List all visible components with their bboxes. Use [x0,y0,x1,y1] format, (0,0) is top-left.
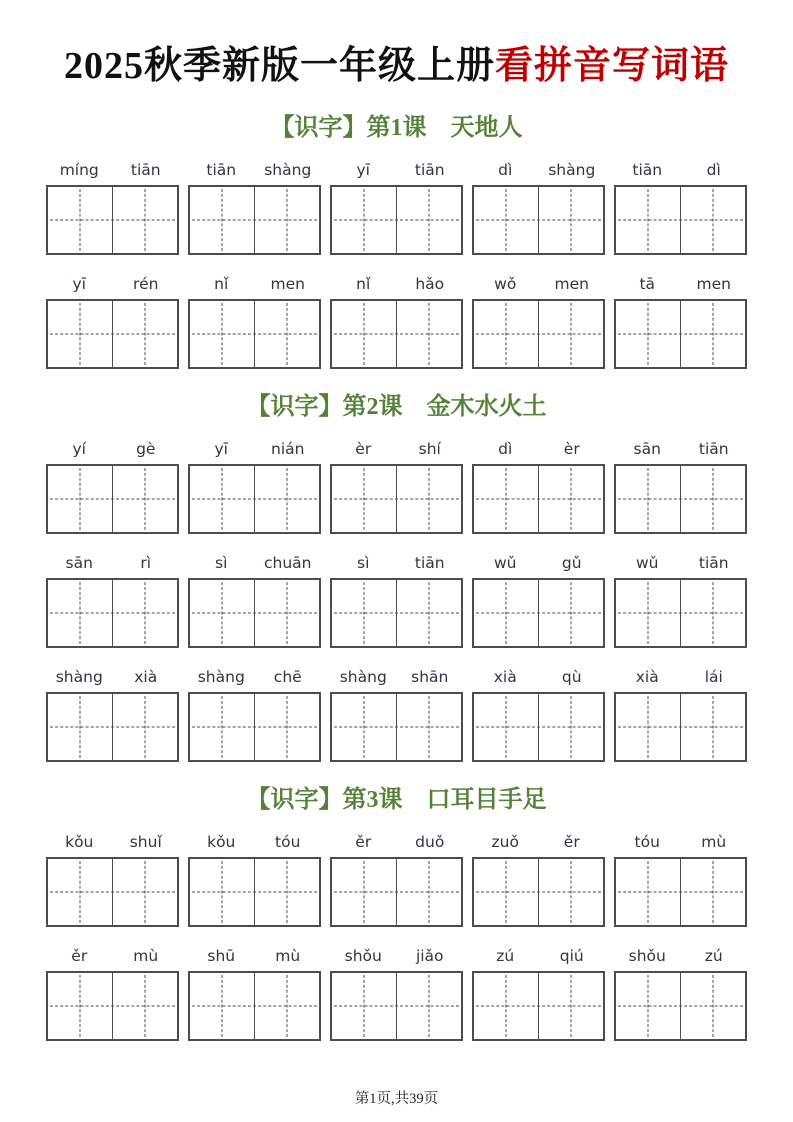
pinyin-syllable: yī [214,440,228,458]
sections-container [46,95,747,1058]
writing-box [254,859,319,925]
pinyin-syllable: nǐ [356,275,371,293]
pinyin-syllable: shuǐ [129,833,162,851]
writing-box [616,694,680,760]
pinyin-labels [330,272,463,296]
pinyin-syllable: xià [493,668,517,686]
writing-grid [188,578,321,648]
writing-grid [188,692,321,762]
word-pair [472,437,605,534]
writing-box [474,973,538,1039]
writing-box [474,694,538,760]
pinyin-syllable: wǒ [494,275,517,293]
word-row [46,830,747,927]
word-row [46,944,747,1041]
writing-box [474,466,538,532]
writing-box [396,466,461,532]
writing-box [538,466,603,532]
writing-box [616,580,680,646]
word-row [46,551,747,648]
word-pair [46,272,179,369]
writing-box [254,301,319,367]
pinyin-syllable: yī [356,161,370,179]
writing-box [332,973,396,1039]
word-row [46,158,747,255]
pinyin-syllable: shàng [548,161,596,179]
pinyin-syllable: mù [275,947,301,965]
pinyin-syllable: tiān [698,440,729,458]
pinyin-labels [472,551,605,575]
word-pair [188,665,321,762]
word-pair [330,437,463,534]
pinyin-syllable: shàng [197,668,245,686]
pinyin-labels [614,437,747,461]
writing-box [190,301,254,367]
pinyin-labels [46,944,179,968]
writing-box [190,580,254,646]
word-pair [330,272,463,369]
word-pair [614,944,747,1041]
writing-box [190,187,254,253]
pinyin-syllable: wǔ [635,554,659,572]
pinyin-syllable: tā [639,275,656,293]
pinyin-syllable: jiǎo [415,947,444,965]
pinyin-labels [614,158,747,182]
writing-box [48,580,112,646]
writing-box [112,694,177,760]
pinyin-labels [614,944,747,968]
writing-grid [188,971,321,1041]
writing-box [112,301,177,367]
pinyin-syllable: tiān [206,161,237,179]
pinyin-syllable: tóu [634,833,660,851]
pinyin-syllable: shān [411,668,449,686]
word-pair [188,272,321,369]
writing-box [190,694,254,760]
pinyin-labels [46,830,179,854]
writing-box [48,694,112,760]
writing-box [112,859,177,925]
pinyin-syllable: men [554,275,589,293]
word-pair [188,944,321,1041]
word-pair [614,551,747,648]
pinyin-labels [46,665,179,689]
word-pair [614,158,747,255]
writing-box [332,301,396,367]
pinyin-syllable: wǔ [493,554,517,572]
writing-box [474,301,538,367]
writing-box [538,187,603,253]
writing-grid [188,857,321,927]
writing-box [48,466,112,532]
word-row [46,437,747,534]
pinyin-labels [472,665,605,689]
pinyin-syllable: mù [133,947,159,965]
word-pair [46,551,179,648]
lesson-heading: 【识字】第3课 口耳目手足 [246,787,547,813]
writing-box [616,187,680,253]
word-pair [188,551,321,648]
word-pair [472,665,605,762]
pinyin-labels [472,158,605,182]
pinyin-labels [472,830,605,854]
writing-grid [46,578,179,648]
writing-box [538,694,603,760]
pinyin-syllable: dì [498,161,513,179]
writing-grid [472,971,605,1041]
writing-box [538,973,603,1039]
writing-box [254,694,319,760]
pinyin-syllable: chē [273,668,302,686]
pinyin-syllable: nián [271,440,305,458]
writing-box [396,580,461,646]
page-number-footer: 第1页,共39页 [354,1091,439,1107]
pinyin-labels [46,158,179,182]
word-pair [188,830,321,927]
writing-box [48,301,112,367]
writing-box [474,580,538,646]
pinyin-syllable: sān [65,554,93,572]
writing-grid [46,464,179,534]
writing-grid [614,692,747,762]
word-pair [614,665,747,762]
pinyin-syllable: èr [563,440,580,458]
pinyin-syllable: dì [706,161,721,179]
pinyin-labels [188,665,321,689]
writing-box [48,187,112,253]
pinyin-syllable: èr [355,440,372,458]
pinyin-syllable: mù [701,833,727,851]
writing-grid [46,857,179,927]
pinyin-syllable: dì [498,440,513,458]
writing-box [616,466,680,532]
writing-box [190,466,254,532]
writing-grid [614,185,747,255]
word-pair [472,551,605,648]
writing-box [616,973,680,1039]
writing-box [112,187,177,253]
writing-grid [614,464,747,534]
pinyin-labels [614,551,747,575]
writing-box [538,859,603,925]
lesson-heading: 【识字】第1课 天地人 [270,115,523,141]
pinyin-syllable: ěr [563,833,580,851]
writing-box [48,859,112,925]
pinyin-syllable: gǔ [561,554,582,572]
pinyin-labels [46,437,179,461]
writing-grid [330,185,463,255]
writing-grid [614,971,747,1041]
pinyin-labels [614,830,747,854]
pinyin-labels [188,944,321,968]
pinyin-syllable: kǒu [207,833,236,851]
writing-box [332,466,396,532]
pinyin-syllable: rì [140,554,152,572]
pinyin-syllable: men [696,275,731,293]
pinyin-syllable: shǒu [628,947,666,965]
writing-grid [330,299,463,369]
writing-box [190,973,254,1039]
pinyin-labels [46,551,179,575]
writing-box [332,580,396,646]
word-pair [614,437,747,534]
writing-grid [472,857,605,927]
pinyin-syllable: qù [561,668,582,686]
pinyin-labels [614,665,747,689]
pinyin-labels [46,272,179,296]
word-pair [614,830,747,927]
writing-grid [472,692,605,762]
pinyin-syllable: chuān [264,554,312,572]
writing-box [254,973,319,1039]
word-pair [188,158,321,255]
writing-box [112,466,177,532]
lesson-section [46,779,747,1041]
pinyin-labels [472,272,605,296]
word-row [46,272,747,369]
pinyin-labels [188,830,321,854]
writing-box [680,187,745,253]
writing-grid [188,299,321,369]
pinyin-syllable: ěr [71,947,88,965]
pinyin-syllable: duǒ [415,833,445,851]
pinyin-syllable: yí [72,440,86,458]
word-pair [188,437,321,534]
word-pair [614,272,747,369]
writing-grid [46,692,179,762]
word-row [46,665,747,762]
writing-box [396,694,461,760]
pinyin-labels [188,437,321,461]
pinyin-labels [188,272,321,296]
writing-box [396,301,461,367]
pinyin-labels [188,158,321,182]
word-pair [46,944,179,1041]
pinyin-syllable: shí [418,440,441,458]
writing-box [616,859,680,925]
word-pair [330,944,463,1041]
word-pair [46,665,179,762]
title-main-text: 2025秋季新版一年级上册 [63,45,495,87]
writing-box [332,187,396,253]
writing-box [396,187,461,253]
word-pair [46,437,179,534]
writing-grid [614,299,747,369]
pinyin-syllable: sì [215,554,228,572]
lesson-section [46,107,747,369]
writing-box [112,973,177,1039]
writing-grid [472,299,605,369]
pinyin-labels [330,158,463,182]
writing-box [680,466,745,532]
writing-box [680,859,745,925]
pinyin-syllable: tiān [632,161,663,179]
writing-box [254,580,319,646]
pinyin-syllable: gè [136,440,156,458]
pinyin-syllable: zuǒ [491,833,519,851]
writing-grid [472,185,605,255]
pinyin-syllable: míng [59,161,99,179]
lesson-section [46,386,747,762]
writing-box [190,859,254,925]
writing-grid [330,578,463,648]
writing-box [332,859,396,925]
pinyin-syllable: tiān [698,554,729,572]
writing-box [48,973,112,1039]
pinyin-labels [330,830,463,854]
word-pair [330,830,463,927]
writing-box [680,301,745,367]
word-pair [472,158,605,255]
pinyin-syllable: ěr [355,833,372,851]
pinyin-syllable: lái [704,668,723,686]
pinyin-syllable: shǒu [344,947,382,965]
word-pair [330,158,463,255]
writing-box [396,973,461,1039]
pinyin-syllable: shū [207,947,236,965]
pinyin-syllable: men [270,275,305,293]
writing-grid [188,464,321,534]
pinyin-syllable: sān [633,440,661,458]
pinyin-syllable: tóu [275,833,301,851]
writing-box [474,187,538,253]
pinyin-syllable: tiān [414,554,445,572]
writing-grid [330,692,463,762]
pinyin-syllable: zú [704,947,723,965]
pinyin-syllable: tiān [414,161,445,179]
lesson-heading: 【识字】第2课 金木水火土 [246,394,547,420]
pinyin-labels [330,437,463,461]
pinyin-syllable: qiú [559,947,584,965]
word-pair [472,944,605,1041]
pinyin-syllable: sì [357,554,370,572]
pinyin-labels [330,944,463,968]
pinyin-labels [330,551,463,575]
writing-box [254,187,319,253]
writing-box [254,466,319,532]
pinyin-syllable: xià [635,668,659,686]
title-highlight-text: 看拼音写词语 [495,45,730,87]
writing-grid [46,971,179,1041]
writing-box [332,694,396,760]
pinyin-syllable: yī [72,275,86,293]
pinyin-syllable: zú [496,947,515,965]
writing-box [616,301,680,367]
pinyin-labels [472,437,605,461]
pinyin-labels [188,551,321,575]
writing-grid [46,185,179,255]
pinyin-labels [330,665,463,689]
writing-box [112,580,177,646]
writing-box [680,694,745,760]
writing-box [474,859,538,925]
writing-box [396,859,461,925]
pinyin-labels [614,272,747,296]
word-pair [330,665,463,762]
writing-box [680,973,745,1039]
writing-grid [188,185,321,255]
writing-grid [330,857,463,927]
word-pair [472,272,605,369]
word-pair [472,830,605,927]
pinyin-syllable: shàng [264,161,312,179]
word-pair [46,830,179,927]
writing-grid [614,578,747,648]
writing-box [538,301,603,367]
writing-grid [614,857,747,927]
writing-box [680,580,745,646]
pinyin-syllable: tiān [130,161,161,179]
writing-grid [46,299,179,369]
pinyin-syllable: nǐ [214,275,229,293]
writing-box [538,580,603,646]
writing-grid [472,464,605,534]
pinyin-syllable: kǒu [65,833,94,851]
writing-grid [330,971,463,1041]
pinyin-syllable: hǎo [415,275,445,293]
writing-grid [472,578,605,648]
word-pair [330,551,463,648]
pinyin-syllable: rén [133,275,159,293]
pinyin-syllable: shàng [339,668,387,686]
pinyin-syllable: shàng [55,668,103,686]
pinyin-syllable: xià [134,668,158,686]
pinyin-labels [472,944,605,968]
page-title [46,34,747,89]
writing-grid [330,464,463,534]
word-pair [46,158,179,255]
